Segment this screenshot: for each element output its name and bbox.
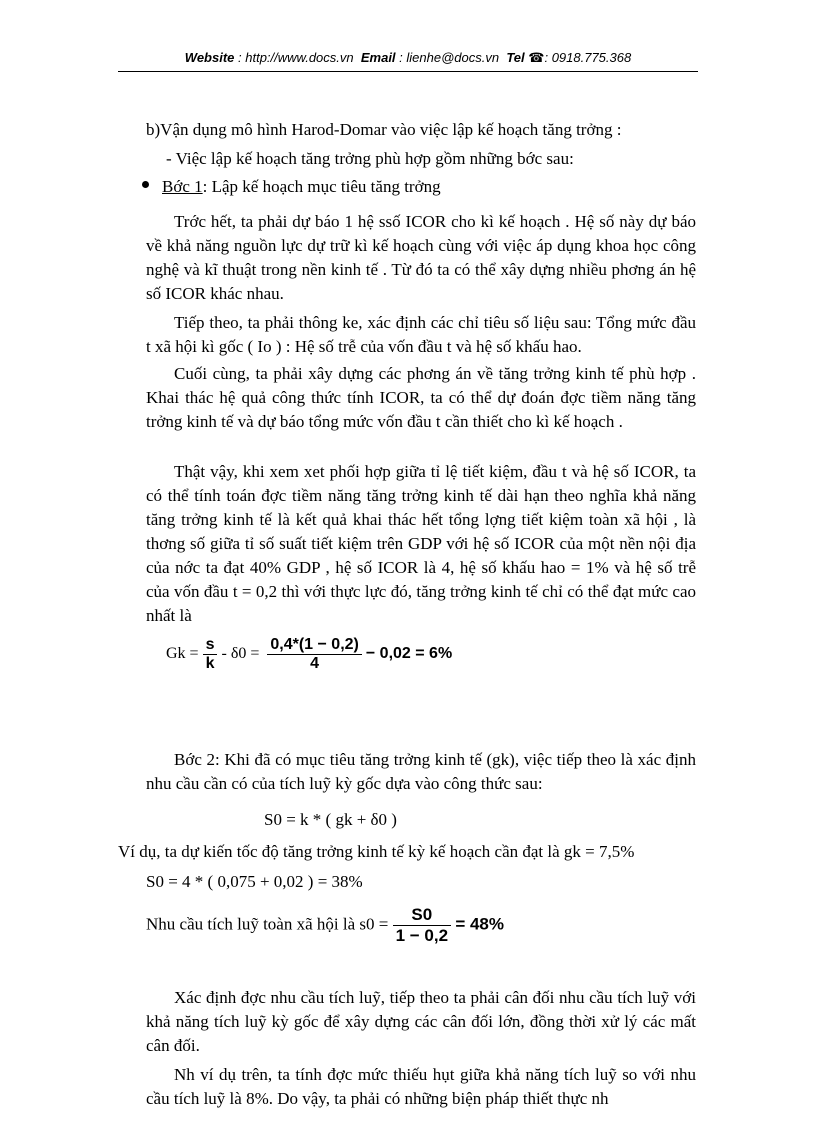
formula-accumulation: S0 = k * ( gk + δ0 ) bbox=[264, 810, 397, 829]
frac1-den: k bbox=[205, 655, 215, 672]
formula-total-result: = 48% bbox=[455, 914, 504, 934]
step1-line bbox=[162, 177, 441, 197]
website-label: Website bbox=[184, 50, 235, 65]
formula-example: S0 = 4 * ( 0,075 + 0,02 ) = 38% bbox=[146, 872, 363, 891]
formula-growth-result: − 0,02 = 6% bbox=[365, 645, 453, 663]
bullet-icon bbox=[142, 181, 149, 188]
paragraph-7: Nh ví dụ trên, ta tính đợc mức thiếu hụt giữa khả năng tích luỹ so với nhu cầu tích luỹ là 8%. Do vậy, ta phải có những biện pháp thiết thực nh bbox=[146, 1065, 696, 1108]
formula-growth bbox=[166, 636, 452, 673]
example-line: Ví dụ, ta dự kiến tốc độ tăng trởng kinh tế kỳ kế hoạch cần đạt là gk = 7,5% bbox=[118, 842, 635, 861]
formula-growth-frac1 bbox=[203, 636, 218, 673]
frac3-num: S0 bbox=[393, 905, 451, 926]
tel-label: Tel bbox=[506, 50, 525, 65]
header-divider bbox=[118, 71, 698, 72]
frac2-num: 0,4*(1 − 0,2) bbox=[267, 636, 362, 655]
intro-line: - Việc lập kế hoạch tăng trởng phù hợp gồm những bớc sau: bbox=[166, 149, 574, 168]
step1-label: Bớc 1 bbox=[162, 177, 203, 196]
frac1-num: s bbox=[203, 636, 218, 655]
tel-value: : 0918.775.368 bbox=[544, 50, 632, 65]
website-value[interactable]: : http://www.docs.vn bbox=[238, 50, 354, 65]
email-label: Email bbox=[360, 50, 396, 65]
email-value[interactable]: : lienhe@docs.vn bbox=[399, 50, 500, 65]
phone-icon: ☎ bbox=[528, 50, 545, 65]
formula-total-frac bbox=[393, 905, 451, 946]
page-header bbox=[0, 50, 816, 66]
formula-total-accumulation bbox=[146, 905, 504, 946]
paragraph-3: Cuối cùng, ta phải xây dựng các phơng án về tăng trởng kinh tế phù hợp . Khai thác hệ quả công thức tính ICOR, ta có thể dự đoán đợc tiềm năng tăng trởng kinh tế và dự báo tổng mức vốn đầu t cần thiết cho kì kế hoạch . bbox=[146, 364, 696, 431]
frac2-den: 4 bbox=[310, 655, 320, 672]
paragraph-2: Tiếp theo, ta phải thông ke, xác định các chỉ tiêu số liệu sau: Tổng mức đầu t xã hội kì gốc ( Io ) : Hệ số trễ của vốn đầu t và hệ số khấu hao. bbox=[146, 313, 696, 356]
paragraph-1: Trớc hết, ta phải dự báo 1 hệ ssố ICOR cho kì kế hoạch . Hệ số này dự báo về khả năng nguồn lực dự trữ kì kế hoạch cùng với việc áp dụng khoa học công nghệ và kĩ thuật trong nền kinh tế . Từ đó ta có thể xây dựng nhiều phơng án hệ số ICOR khác nhau. bbox=[146, 212, 696, 303]
section-heading: b)Vận dụng mô hình Harod-Domar vào việc lập kế hoạch tăng trởng : bbox=[146, 120, 622, 139]
paragraph-5: Bớc 2: Khi đã có mục tiêu tăng trởng kinh tế (gk), việc tiếp theo là xác định nhu cầu cần có của tích luỹ kỳ gốc dựa vào công thức sau: bbox=[146, 750, 696, 793]
formula-total-text: Nhu cầu tích luỹ toàn xã hội là s0 = bbox=[146, 914, 389, 934]
frac3-den: 1 − 0,2 bbox=[395, 926, 449, 945]
paragraph-4: Thật vậy, khi xem xet phối hợp giữa tỉ lệ tiết kiệm, đầu t và hệ số ICOR, ta có thể tính toán đợc tiềm năng tăng trởng kinh tế dài hạn theo nghĩa khả năng tăng trởng kinh tế là kết quả khai thác hết tổng lợng tiết kiệm toàn xã hội , là thơng số giữa tỉ số suất tiết kiệm trên GDP với hệ số ICOR của một nền nội địa của nớc ta đạt 40% GDP , hệ số ICOR là 4, hệ số khấu hao = 1% và hệ số trễ của vốn đầu t = 0,2 thì với thực lực đó, tăng trởng kinh tế chỉ có thể đạt mức cao nhất là bbox=[146, 462, 696, 625]
paragraph-6: Xác định đợc nhu cầu tích luỹ, tiếp theo ta phải cân đối nhu cầu tích luỹ với khả năng tích luỹ kỳ gốc để xây dựng các cân đối lớn, đồng thời xử lý các mất cân đối. bbox=[146, 988, 696, 1055]
formula-growth-delta: - δ0 = bbox=[221, 645, 260, 663]
formula-growth-lhs: Gk = bbox=[166, 645, 199, 663]
step1-text: : Lập kế hoạch mục tiêu tăng trởng bbox=[202, 177, 441, 196]
formula-growth-frac2 bbox=[267, 636, 362, 673]
